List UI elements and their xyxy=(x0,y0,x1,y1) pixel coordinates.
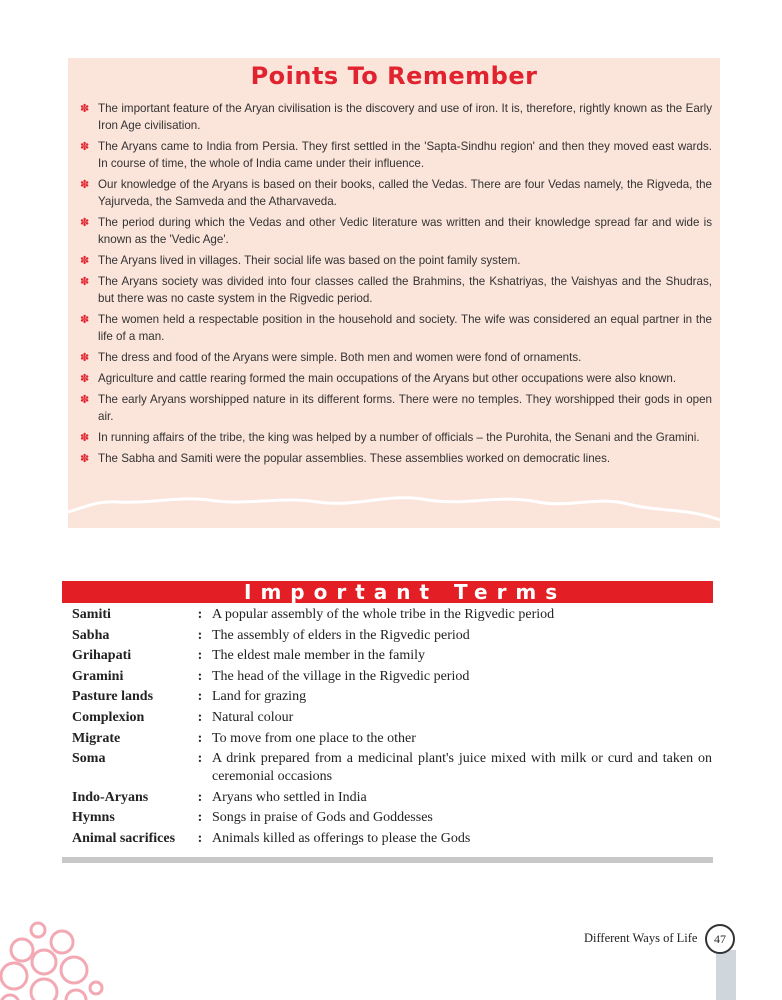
flower-bullet-icon: ✽ xyxy=(80,432,90,444)
point-text: The Aryans lived in villages. Their social life was based on the point family system. xyxy=(98,254,521,267)
point-item xyxy=(80,214,712,248)
point-item xyxy=(80,391,712,425)
torn-paper-edge xyxy=(68,478,720,538)
term-definition: Land for grazing xyxy=(212,689,307,705)
point-text: Our knowledge of the Aryans is based on their books, called the Vedas. There are four Vedas namely, the Rigveda, the Yajurveda, the Samveda and the Atharvaveda. xyxy=(98,178,712,208)
term-separator: : xyxy=(197,709,203,725)
term-name: Hymns xyxy=(72,810,115,826)
term-name: Animal sacrifices xyxy=(72,830,176,846)
term-separator: : xyxy=(197,627,203,643)
point-item xyxy=(80,429,712,446)
term-name: Soma xyxy=(72,751,106,767)
term-definition: The head of the village in the Rigvedic period xyxy=(212,668,470,684)
term-name: Migrate xyxy=(72,730,121,746)
chapter-title: Different Ways of Life xyxy=(584,931,698,945)
page-number: 47 xyxy=(705,924,735,954)
point-item xyxy=(80,311,712,345)
term-separator: : xyxy=(197,789,203,805)
term-row xyxy=(72,668,712,689)
point-text: The women held a respectable position in the household and society. The wife was considered an equal partner in the life of a man. xyxy=(98,313,712,343)
flower-bullet-icon: ✽ xyxy=(80,453,90,465)
terms-bottom-bar xyxy=(62,857,713,863)
term-row xyxy=(72,809,712,830)
page-tab xyxy=(716,950,736,1000)
term-separator: : xyxy=(197,607,203,622)
term-row xyxy=(72,789,712,810)
term-definition: Songs in praise of Gods and Goddesses xyxy=(212,810,433,826)
term-definition: Aryans who settled in India xyxy=(212,789,367,805)
point-text: The Aryans society was divided into four classes called the Brahmins, the Kshatriyas, the Vaishyas and the Shudras, but there was no caste system in the Rigvedic period. xyxy=(98,275,712,305)
term-definition: A drink prepared from a medicinal plant's juice mixed with milk or curd and taken on ceremonial occasions xyxy=(212,751,712,785)
term-name: Complexion xyxy=(72,709,145,725)
point-item xyxy=(80,349,712,366)
term-separator: : xyxy=(197,830,203,846)
term-separator: : xyxy=(197,810,203,826)
term-definition: A popular assembly of the whole tribe in the Rigvedic period xyxy=(212,607,555,622)
flower-bullet-icon: ✽ xyxy=(80,394,90,406)
term-name: Pasture lands xyxy=(72,689,154,705)
term-name: Grihapati xyxy=(72,648,132,664)
term-separator: : xyxy=(197,730,203,746)
point-text: The period during which the Vedas and other Vedic literature was written and their knowledge spread far and wide is known as the 'Vedic Age'. xyxy=(98,216,712,246)
term-name: Samiti xyxy=(72,607,111,622)
term-definition: Animals killed as offerings to please the Gods xyxy=(212,830,471,846)
flower-bullet-icon: ✽ xyxy=(80,276,90,288)
flower-bullet-icon: ✽ xyxy=(80,373,90,385)
term-separator: : xyxy=(197,751,203,767)
flower-bullet-icon: ✽ xyxy=(80,314,90,326)
point-text: The dress and food of the Aryans were simple. Both men and women were fond of ornaments. xyxy=(98,351,582,364)
term-definition: To move from one place to the other xyxy=(212,730,416,746)
point-text: The Sabha and Samiti were the popular assemblies. These assemblies worked on democratic lines. xyxy=(98,452,611,465)
point-item xyxy=(80,370,712,387)
point-item xyxy=(80,100,712,134)
term-name: Gramini xyxy=(72,668,124,684)
point-text: The early Aryans worshipped nature in its different forms. There were no temples. They worshipped their gods in open air. xyxy=(98,393,712,423)
point-text: The Aryans came to India from Persia. They first settled in the 'Sapta-Sindhu region' and then they moved east wards. In course of time, the whole of India came under their influence. xyxy=(98,140,712,170)
term-separator: : xyxy=(197,668,203,684)
term-row xyxy=(72,688,712,709)
term-definition: The eldest male member in the family xyxy=(212,648,426,664)
points-list xyxy=(80,100,712,471)
term-row xyxy=(72,647,712,668)
term-row xyxy=(72,627,712,648)
flower-bullet-icon: ✽ xyxy=(80,255,90,267)
point-item xyxy=(80,176,712,210)
point-item xyxy=(80,450,712,467)
point-text: The important feature of the Aryan civilisation is the discovery and use of iron. It is, therefore, rightly known as the Early Iron Age civilisation. xyxy=(98,102,712,132)
term-row xyxy=(72,606,712,627)
point-text: Agriculture and cattle rearing formed the main occupations of the Aryans but other occupations were also known. xyxy=(98,372,677,385)
point-item xyxy=(80,138,712,172)
term-row xyxy=(72,750,712,789)
point-item xyxy=(80,273,712,307)
flower-bullet-icon: ✽ xyxy=(80,103,90,115)
important-terms-table xyxy=(72,606,712,851)
flower-bullet-icon: ✽ xyxy=(80,179,90,191)
term-definition: Natural colour xyxy=(212,709,294,725)
term-definition: The assembly of elders in the Rigvedic period xyxy=(212,627,470,643)
term-name: Sabha xyxy=(72,627,110,643)
point-item xyxy=(80,252,712,269)
term-separator: : xyxy=(197,648,203,664)
important-terms-header xyxy=(62,581,713,603)
term-name: Indo-Aryans xyxy=(72,789,149,805)
flower-bullet-icon: ✽ xyxy=(80,141,90,153)
flower-bullet-icon: ✽ xyxy=(80,217,90,229)
important-terms-title: Important Terms xyxy=(244,580,567,604)
term-row xyxy=(72,730,712,751)
term-separator: : xyxy=(197,689,203,705)
flower-bullet-icon: ✽ xyxy=(80,352,90,364)
point-text: In running affairs of the tribe, the king was helped by a number of officials – the Purohita, the Senani and the Gramini. xyxy=(98,431,700,444)
decorative-circles xyxy=(0,912,110,1000)
points-to-remember-title: Points To Remember xyxy=(250,62,538,90)
term-row xyxy=(72,830,712,851)
term-row xyxy=(72,709,712,730)
